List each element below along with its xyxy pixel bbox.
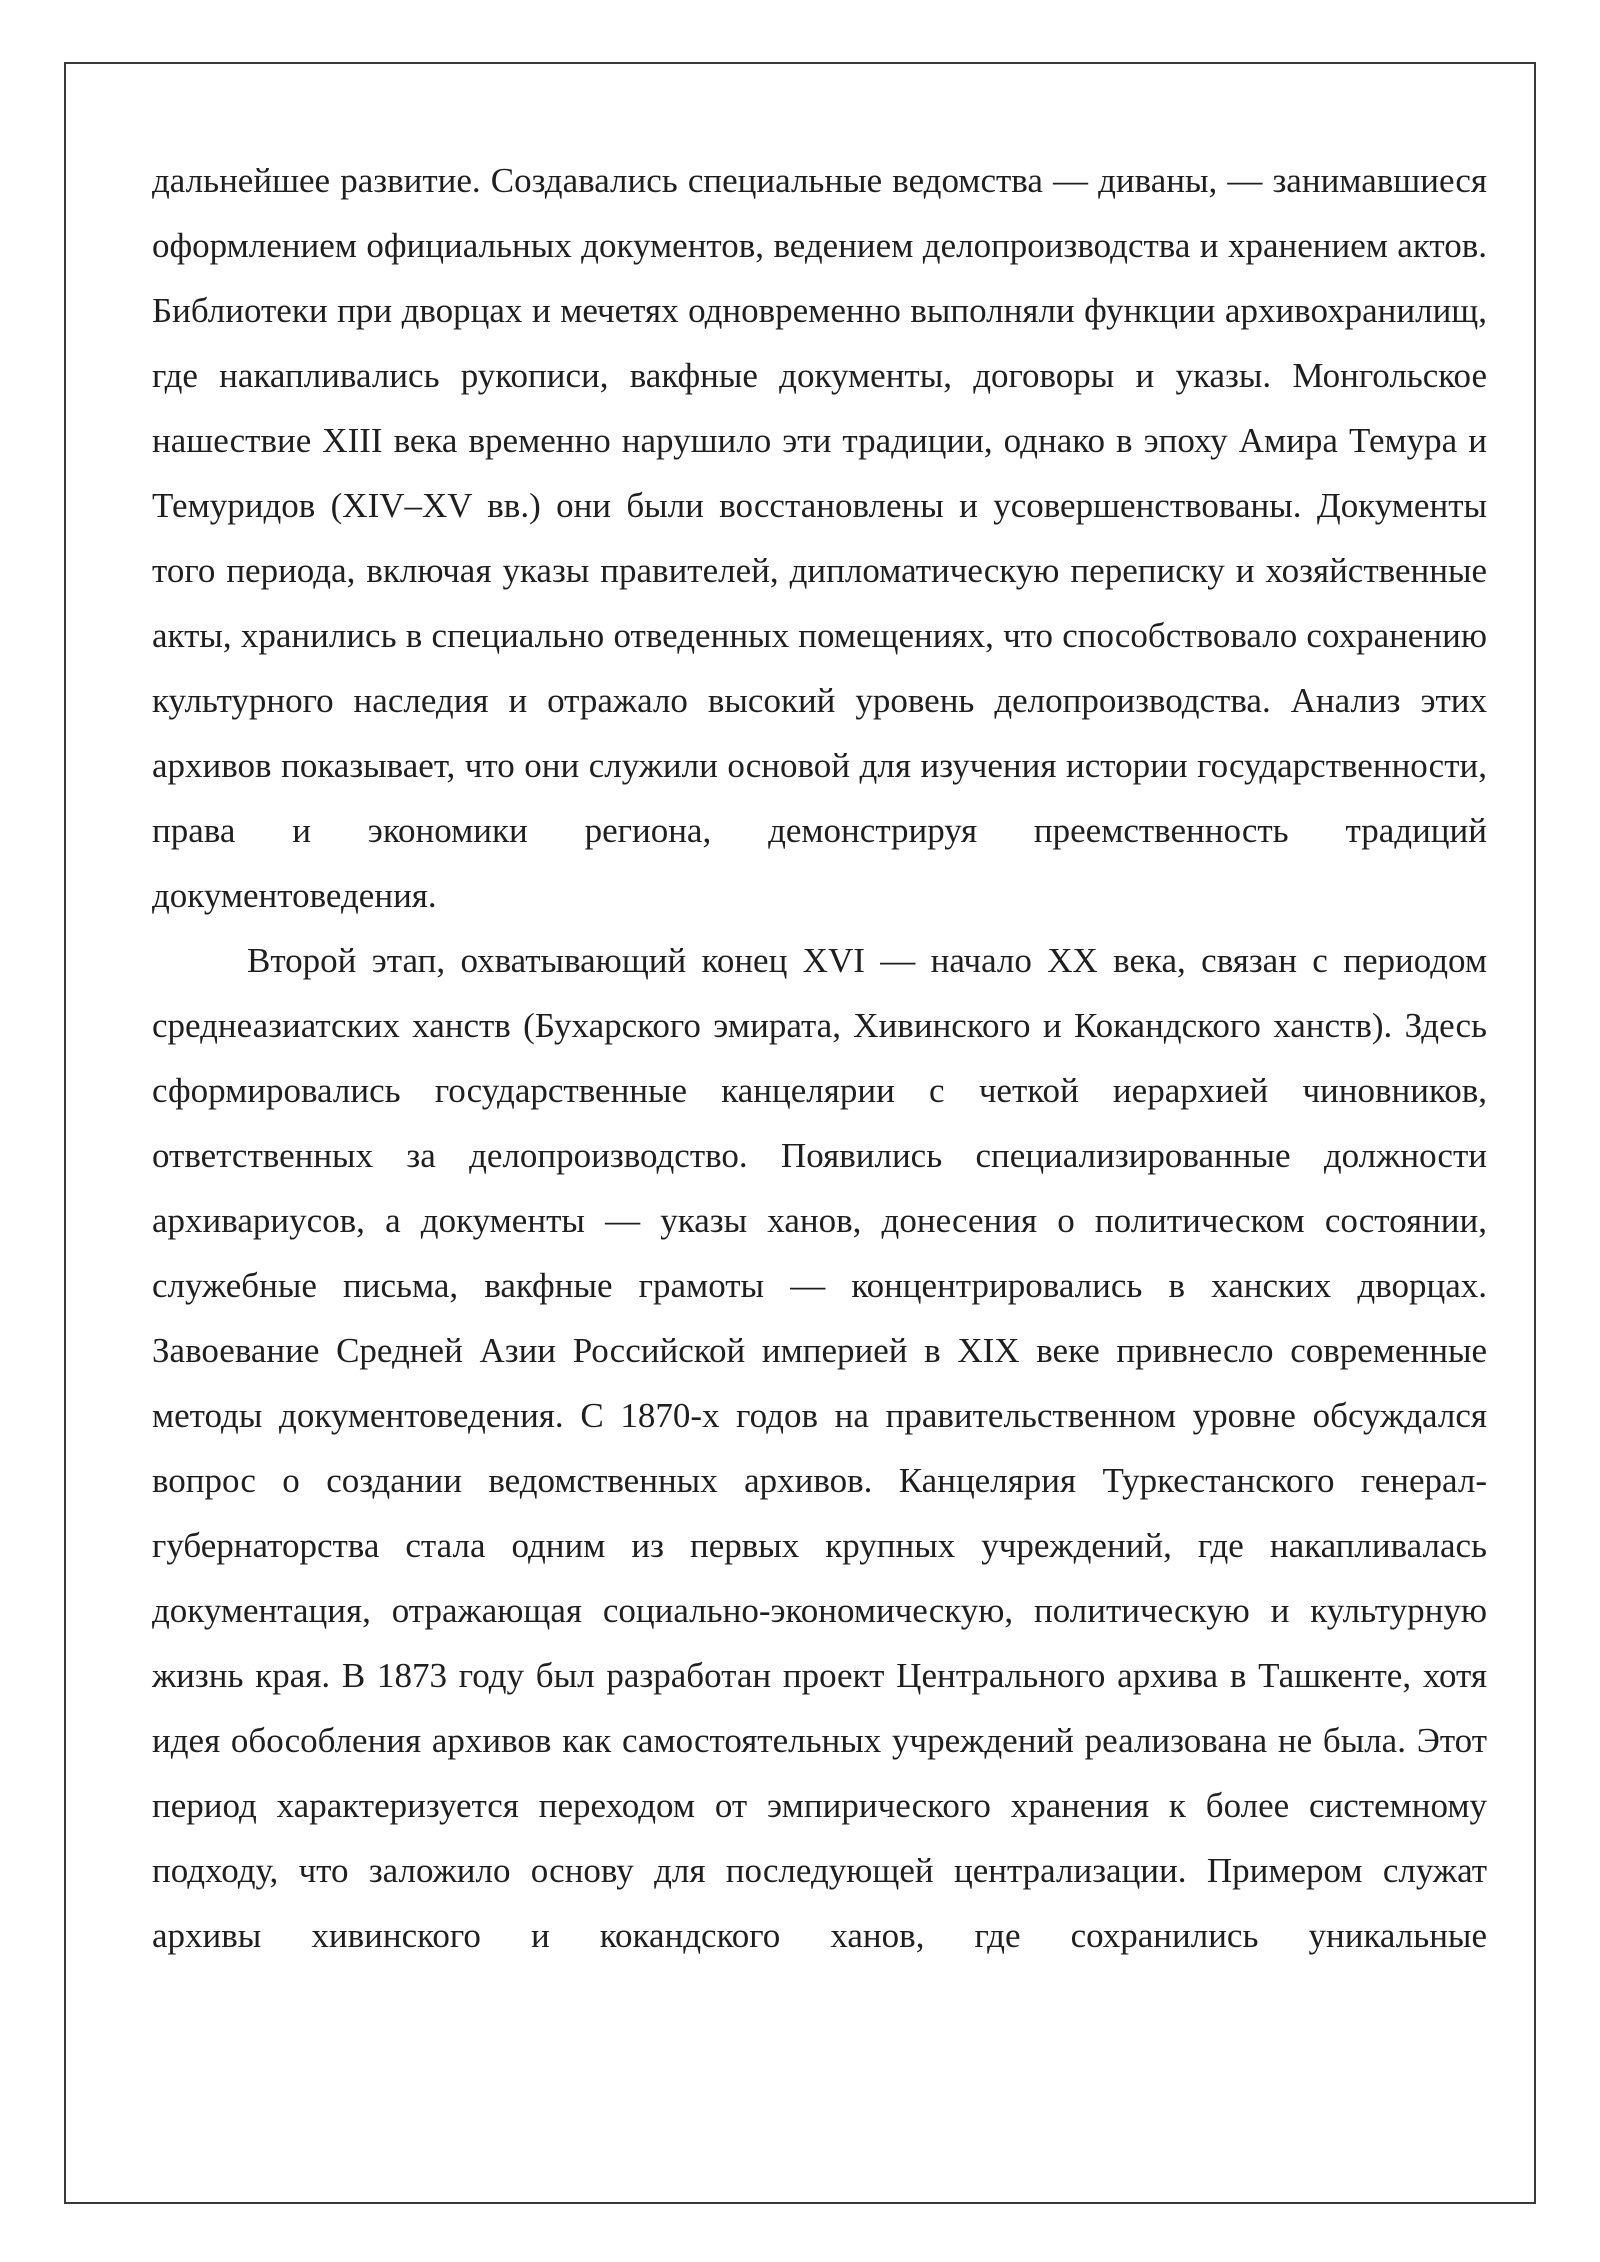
document-body — [152, 148, 1487, 1968]
paragraph-continued: дальнейшее развитие. Создавались специальные ведомства — диваны, — занимавшиеся оформлением официальных документов, ведением делопроизводства и хранением актов. Библиотеки при дворцах и мечетях одновременно выполняли функции архивохранилищ, где накапливались рукописи, вакфные документы, договоры и указы. Монгольское нашествие XIII века временно нарушило эти традиции, однако в эпоху Амира Темура и Темуридов (XIV–XV вв.) они были восстановлены и усовершенствованы. Документы того периода, включая указы правителей, дипломатическую переписку и хозяйственные акты, хранились в специально отведенных помещениях, что способствовало сохранению культурного наследия и отражало высокий уровень делопроизводства. Анализ этих архивов показывает, что они служили основой для изучения истории государственности, права и экономики региона, демонстрируя преемственность традиций документоведения. — [152, 161, 1487, 915]
paragraph-second-stage: Второй этап, охватывающий конец XVI — начало XX века, связан с периодом среднеазиатских ханств (Бухарского эмирата, Хивинского и Кокандского ханств). Здесь сформировались государственные канцелярии с четкой иерархией чиновников, ответственных за делопроизводство. Появились специализированные должности архивариусов, а документы — указы ханов, донесения о политическом состоянии, служебные письма, вакфные грамоты — концентрировались в ханских дворцах. Завоевание Средней Азии Российской империей в XIX веке привнесло современные методы документоведения. С 1870-х годов на правительственном уровне обсуждался вопрос о создании ведомственных архивов. Канцелярия Туркестанского генерал-губернаторства стала одним из первых крупных учреждений, где накапливалась документация, отражающая социально-экономическую, политическую и культурную жизнь края. В 1873 году был разработан проект Центрального архива в Ташкенте, хотя идея обособления архивов как самостоятельных учреждений реализована не была. Этот период характеризуется переходом от эмпирического хранения к более системному подходу, что заложило основу для последующей централизации. Примером служат архивы хивинского и кокандского ханов, где сохранились уникальные — [152, 941, 1487, 1955]
